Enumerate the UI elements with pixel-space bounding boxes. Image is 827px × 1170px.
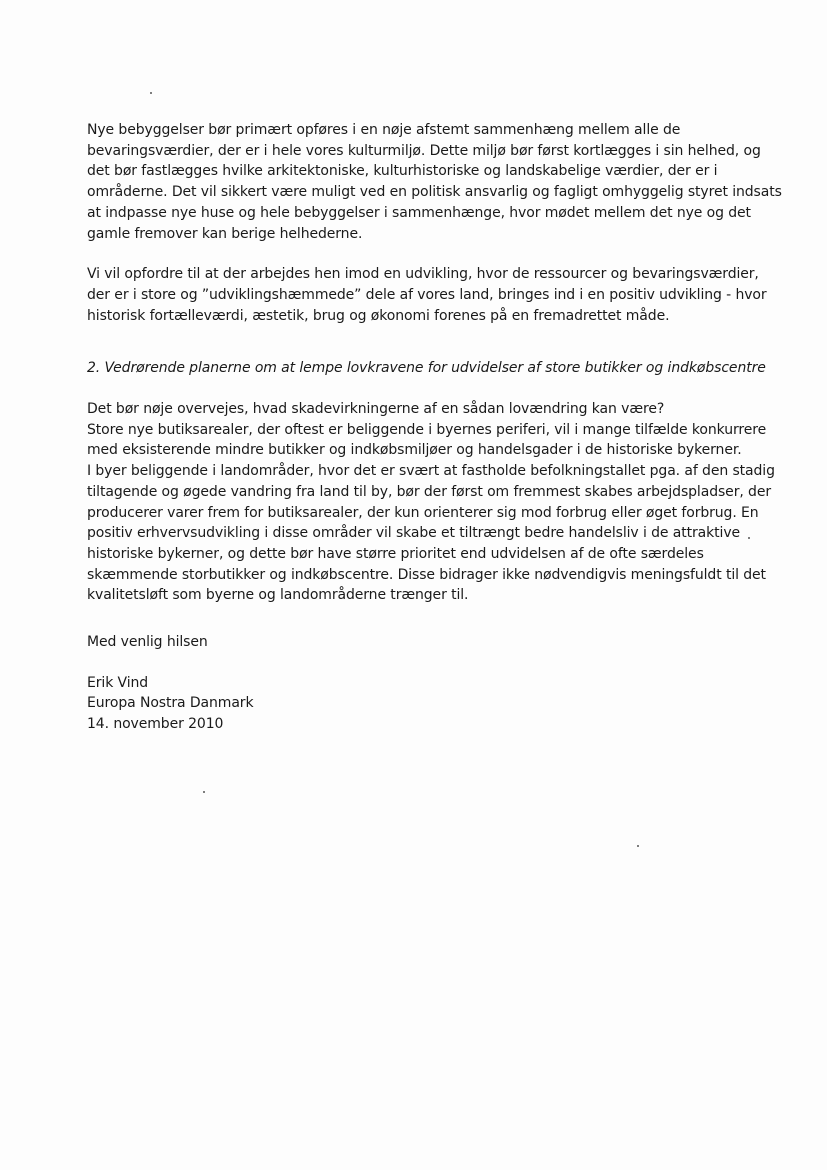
paragraph-opfordring bbox=[87, 264, 777, 326]
text-line: tiltagende og øgede vandring fra land til by, bør der først om fremmest skabes arbejdspladser, der bbox=[87, 483, 772, 500]
signature-organization: Europa Nostra Danmark bbox=[87, 695, 254, 712]
letter-body bbox=[87, 120, 782, 734]
text-line: historisk fortælleværdi, æstetik, brug og økonomi forenes på en fremadrettet måde. bbox=[87, 307, 670, 324]
text-line: positiv erhvervsudvikling i disse områder vil skabe et tiltrængt bedre handelsliv i de attraktive bbox=[87, 525, 741, 542]
scan-speck bbox=[203, 791, 205, 793]
text-line: kvalitetsløft som byerne og landområderne trænger til. bbox=[87, 587, 469, 604]
text-line: I byer beliggende i landområder, hvor det er svært at fastholde befolkningstallet pga. af den stadig bbox=[87, 463, 775, 480]
signature-block bbox=[87, 673, 777, 735]
scan-speck bbox=[637, 845, 639, 847]
text-line: Vi vil opfordre til at der arbejdes hen imod en udvikling, hvor de ressourcer og bevaringsværdier, bbox=[87, 266, 759, 283]
text-line: historiske bykerner, og dette bør have større prioritet end udvidelsen af de ofte særdeles bbox=[87, 545, 704, 562]
text-line: at indpasse nye huse og hele bebyggelser i sammenhænge, hvor mødet mellem det nye og det bbox=[87, 204, 751, 221]
text-line: der er i store og ”udviklingshæmmede” dele af vores land, bringes ind i en positiv udvikling - hvor bbox=[87, 286, 767, 303]
text-line: skæmmende storbutikker og indkøbscentre. Disse bidrager ikke nødvendigvis meningsfuldt til det bbox=[87, 566, 766, 583]
scan-speck bbox=[150, 92, 152, 94]
text-line: det bør fastlægges hvilke arkitektoniske, kulturhistoriske og landskabelige værdier, der er i bbox=[87, 163, 718, 180]
closing-greeting: Med venlig hilsen bbox=[87, 634, 208, 651]
paragraph-bebyggelser bbox=[87, 120, 782, 244]
text-line: områderne. Det vil sikkert være muligt ved en politisk ansvarlig og fagligt omhyggelig styret indsats bbox=[87, 184, 782, 201]
signature-date: 14. november 2010 bbox=[87, 715, 224, 732]
paragraph-skadevirkninger bbox=[87, 399, 777, 606]
text-line: producerer varer frem for butiksarealer, der kun orienterer sig mod forbrug eller øget forbrug. En bbox=[87, 504, 759, 521]
text-line: Store nye butiksarealer, der oftest er beliggende i byernes periferi, vil i mange tilfælde konkurrere bbox=[87, 421, 767, 438]
text-line: bevaringsværdier, der er i hele vores kulturmiljø. Dette miljø bør først kortlægges i sin helhed, og bbox=[87, 142, 761, 159]
text-line: med eksisterende mindre butikker og indkøbsmiljøer og handelsgader i de historiske bykerner. bbox=[87, 442, 742, 459]
text-line: Nye bebyggelser bør primært opføres i en nøje afstemt sammenhæng mellem alle de bbox=[87, 122, 681, 138]
text-line: gamle fremover kan berige helhederne. bbox=[87, 225, 363, 242]
section-heading: 2. Vedrørende planerne om at lempe lovkravene for udvidelser af store butikker og indkøbscentre bbox=[87, 360, 766, 377]
text-line: Det bør nøje overvejes, hvad skadevirkningerne af en sådan lovændring kan være? bbox=[87, 401, 665, 418]
signature-name: Erik Vind bbox=[87, 674, 149, 691]
